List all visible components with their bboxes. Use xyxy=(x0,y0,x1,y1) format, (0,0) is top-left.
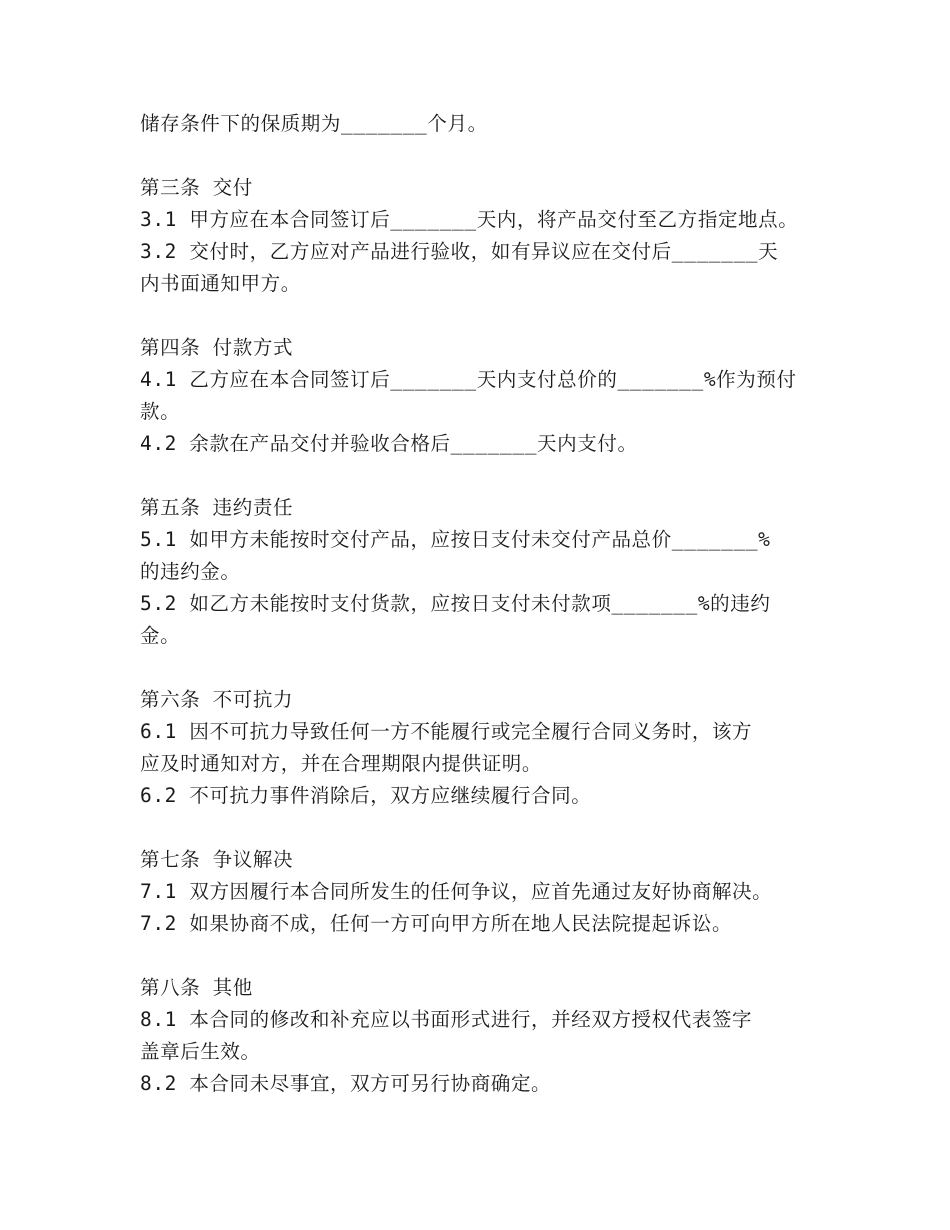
clause-6-1-cont: 应及时通知对方，并在合理期限内提供证明。 xyxy=(140,752,543,775)
section-heading: 第五条 违约责任 xyxy=(140,496,294,519)
clause-6-1: 6.1 因不可抗力导致任何一方不能履行或完全履行合同义务时，该方 xyxy=(140,720,753,743)
clause-5-2-cont: 金。 xyxy=(140,624,181,647)
clause-5-1-cont: 的违约金。 xyxy=(140,560,241,583)
section-payment xyxy=(140,332,840,460)
clause-3-2-cont: 内书面通知甲方。 xyxy=(140,272,301,295)
section-heading: 第四条 付款方式 xyxy=(140,336,294,359)
clause-5-2: 5.2 如乙方未能按时支付货款，应按日支付未付款项_______%的违约 xyxy=(140,592,771,615)
section-liability xyxy=(140,492,840,652)
clause-8-2: 8.2 本合同未尽事宜，双方可另行协商确定。 xyxy=(140,1072,552,1095)
spacer xyxy=(140,300,840,332)
spacer xyxy=(140,460,840,492)
clause-8-1: 8.1 本合同的修改和补充应以书面形式进行，并经双方授权代表签字 xyxy=(140,1008,753,1031)
clause-4-2: 4.2 余款在产品交付并验收合格后_______天内支付。 xyxy=(140,432,638,455)
spacer xyxy=(140,812,840,844)
section-force-majeure xyxy=(140,684,840,812)
shelf-life-line: 储存条件下的保质期为_______个月。 xyxy=(140,112,488,135)
section-heading: 第八条 其他 xyxy=(140,976,253,999)
section-other xyxy=(140,972,840,1100)
section-heading: 第七条 争议解决 xyxy=(140,848,294,871)
section-heading: 第六条 不可抗力 xyxy=(140,688,294,711)
clause-7-1: 7.1 双方因履行本合同所发生的任何争议，应首先通过友好协商解决。 xyxy=(140,880,773,903)
section-dispute xyxy=(140,844,840,940)
clause-3-2: 3.2 交付时，乙方应对产品进行验收，如有异议应在交付后_______天 xyxy=(140,240,779,263)
clause-6-2: 6.2 不可抗力事件消除后，双方应继续履行合同。 xyxy=(140,784,592,807)
section-delivery xyxy=(140,172,840,300)
clause-8-1-cont: 盖章后生效。 xyxy=(140,1040,261,1063)
spacer xyxy=(140,940,840,972)
section-heading: 第三条 交付 xyxy=(140,176,253,199)
spacer xyxy=(140,140,840,172)
intro-block xyxy=(140,108,840,140)
spacer xyxy=(140,652,840,684)
contract-page xyxy=(140,108,840,1100)
clause-7-2: 7.2 如果协商不成，任何一方可向甲方所在地人民法院提起诉讼。 xyxy=(140,912,733,935)
clause-4-1-cont: 款。 xyxy=(140,400,181,423)
clause-3-1: 3.1 甲方应在本合同签订后_______天内，将产品交付至乙方指定地点。 xyxy=(140,208,799,231)
clause-5-1: 5.1 如甲方未能按时交付产品，应按日支付未交付产品总价_______% xyxy=(140,528,771,551)
clause-4-1: 4.1 乙方应在本合同签订后_______天内支付总价的_______%作为预付 xyxy=(140,368,797,391)
